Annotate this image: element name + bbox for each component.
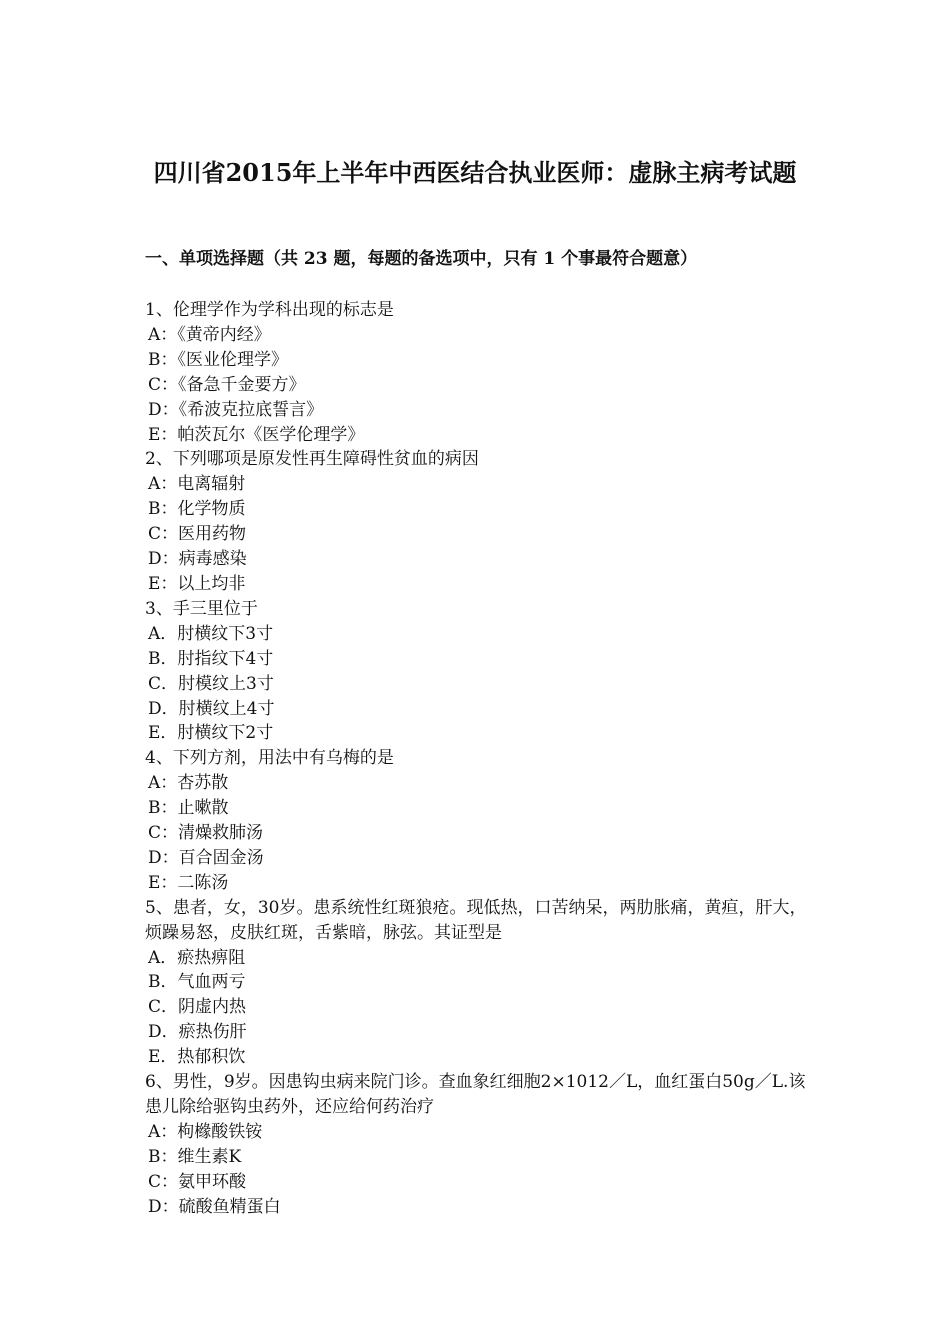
question-text: 2、下列哪项是原发性再生障碍性贫血的病因 [145,449,479,470]
answer-option: C．肘模纹上3寸 [148,673,274,694]
answer-option: D：病毒感染 [148,549,247,570]
answer-option: A：电离辐射 [148,474,246,495]
document-title: 四川省2015年上半年中西医结合执业医师：虚脉主病考试题 [153,158,797,187]
answer-option: D．瘀热伤肝 [148,1022,247,1043]
answer-option: B：止嗽散 [148,798,229,819]
question-list [145,298,810,1220]
answer-option: E：帕茨瓦尔《医学伦理学》 [148,424,365,445]
answer-option: D：硫酸鱼精蛋白 [148,1196,281,1217]
answer-option: B：《医业伦理学》 [148,349,288,370]
answer-option: B：维生素K [148,1146,242,1167]
question-text: 1、伦理学作为学科出现的标志是 [145,300,394,320]
section-heading: 一、单项选择题（共 23 题，每题的备选项中，只有 1 个事最符合题意） [145,249,698,269]
question-item [145,746,810,895]
answer-option: D：《希波克拉底誓言》 [148,399,324,420]
answer-option: E：以上均非 [148,573,246,594]
answer-option: A：《黄帝内经》 [148,324,271,345]
question-text: 5、患者，女，30岁。患系统性红斑狼疮。现低热，口苦纳呆，两肋胀痛，黄疸，肝大，烦躁易怒，皮肤红斑，舌紫暗，脉弦。其证型是 [145,897,807,943]
answer-option: D：百合固金汤 [148,847,264,868]
answer-option: E．热郁积饮 [148,1047,246,1068]
answer-option: A：杏苏散 [148,773,229,794]
question-item [145,298,810,447]
question-item [145,896,810,1070]
answer-option: B．气血两亏 [148,972,246,993]
question-item [145,597,810,746]
question-item [145,1070,810,1219]
question-text: 3、手三里位于 [145,598,258,619]
answer-option: C：氨甲环酸 [148,1171,247,1192]
question-text: 4、下列方剂，用法中有乌梅的是 [145,748,394,769]
answer-option: C．阴虚内热 [148,997,247,1018]
answer-option: A．肘横纹下3寸 [148,623,274,644]
answer-option: E．肘横纹下2寸 [148,723,274,744]
answer-option: C：清燥救肺汤 [148,823,264,844]
answer-option: C：《备急千金要方》 [148,374,306,395]
answer-option: B：化学物质 [148,499,246,520]
answer-option: C：医用药物 [148,524,247,545]
answer-option: E：二陈汤 [148,872,229,893]
answer-option: B．肘指纹下4寸 [148,648,274,669]
answer-option: A：枸橼酸铁铵 [148,1121,263,1142]
answer-option: D．肘横纹上4寸 [148,698,275,719]
answer-option: A．瘀热痹阻 [148,947,246,968]
question-text: 6、男性，9岁。因患钩虫病来院门诊。查血象红细胞2×1012／L，血红蛋白50g／L.该患儿除给驱钩虫药外，还应给何药治疗 [145,1072,806,1117]
question-item [145,447,810,596]
